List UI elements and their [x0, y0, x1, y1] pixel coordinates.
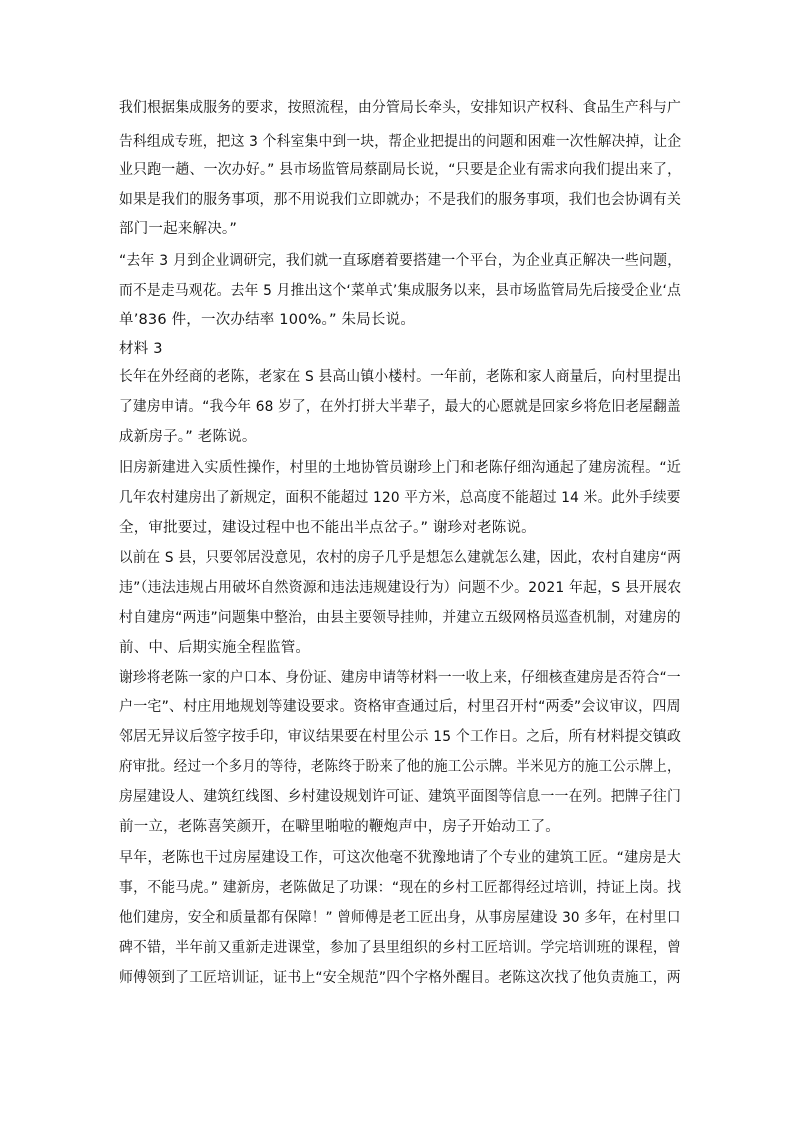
- text-line: 府审批。经过一个多月的等待，老陈终于盼来了他的施工公示牌。半米见方的施工公示牌上，: [119, 759, 681, 775]
- text-line: 业只跑一趟、一次办好。” 县市场监管局蔡副局长说，“只要是企业有需求向我们提出来了，: [119, 162, 682, 178]
- text-line: 房屋建设人、建筑红线图、乡村建设规划许可证、建筑平面图等信息一一在列。把牌子往门: [119, 789, 682, 805]
- text-line: 几年农村建房出了新规定，面积不能超过 120 平方米，总高度不能超过 14 米。此外手续要: [119, 490, 681, 506]
- text-line: 以前在 S 县，只要邻居没意见，农村的房子几乎是想怎么建就怎么建，因此，农村自建房“两: [119, 550, 682, 566]
- text-line: “去年 3 月到企业调研完，我们就一直琢磨着要搭建一个平台，为企业真正解决一些问题，: [119, 253, 682, 269]
- text-line: 前一立，老陈喜笑颜开，在噼里啪啦的鞭炮声中，房子开始动工了。: [119, 819, 560, 835]
- text-line: 邻居无异议后签字按手印，审议结果要在村里公示 15 个工作日。之后，所有材料提交镇政: [119, 729, 682, 745]
- text-line: 旧房新建进入实质性操作，村里的土地协管员谢珍上门和老陈仔细沟通起了建房流程。“近: [119, 460, 682, 476]
- text-line: 而不是走马观花。去年 5 月推出这个‘菜单式’集成服务以来，县市场监管局先后接受企业‘点: [119, 283, 682, 299]
- text-line: 了建房申请。“我今年 68 岁了，在外打拼大半辈子，最大的心愿就是回家乡将危旧老屋翻盖: [119, 399, 681, 415]
- text-line: 违”（违法违规占用破坏自然资源和违法违规建设行为）问题不少。2021 年起，S 县开展农: [119, 580, 682, 596]
- text-line: 单’836 件，一次办结率 100%。” 朱局长说。: [119, 312, 416, 328]
- section-heading: 材料 3: [119, 341, 163, 357]
- text-line: 早年，老陈也干过房屋建设工作，可这次他毫不犹豫地请了个专业的建筑工匠。“建房是大: [119, 850, 682, 866]
- text-line: 全，审批要过，建设过程中也不能出半点岔子。” 谢珍对老陈说。: [119, 520, 536, 536]
- text-line: 我们根据集成服务的要求，按照流程，由分管局长牵头，安排知识产权科、食品生产科与广: [119, 100, 682, 116]
- text-line: 户一宅”、村庄用地规划等建设要求。资格审查通过后，村里召开村“两委”会议审议，四周: [119, 699, 681, 715]
- text-line: 如果是我们的服务事项，那不用说我们立即就办；不是我们的服务事项，我们也会协调有关: [119, 192, 682, 208]
- text-line: 谢珍将老陈一家的户口本、身份证、建房申请等材料一一收上来，仔细核查建房是否符合“一: [119, 670, 681, 686]
- text-line: 师傅领到了工匠培训证，证书上“安全规范”四个字格外醒目。老陈这次找了他负责施工，两: [119, 970, 681, 986]
- text-line: 告科组成专班，把这 3 个科室集中到一块，帮企业把提出的问题和困难一次性解决掉，让企: [119, 134, 682, 150]
- text-line: 村自建房“两违”问题集中整治，由县主要领导挂帅，并建立五级网格员巡查机制，对建房的: [119, 610, 681, 626]
- text-line: 成新房子。” 老陈说。: [119, 429, 257, 445]
- text-line: 长年在外经商的老陈，老家在 S 县高山镇小楼村。一年前，老陈和家人商量后，向村里提出: [119, 369, 682, 385]
- text-line: 事，不能马虎。” 建新房，老陈做足了功课：“现在的乡村工匠都得经过培训，持证上岗。找: [119, 880, 682, 896]
- text-line: 他们建房，安全和质量都有保障！” 曾师傅是老工匠出身，从事房屋建设 30 多年，在村里口: [119, 910, 681, 926]
- text-line: 前、中、后期实施全程监管。: [119, 640, 311, 656]
- text-line: 部门一起来解决。”: [119, 221, 238, 237]
- text-line: 碑不错，半年前又重新走进课堂，参加了县里组织的乡村工匠培训。学完培训班的课程，曾: [119, 940, 682, 956]
